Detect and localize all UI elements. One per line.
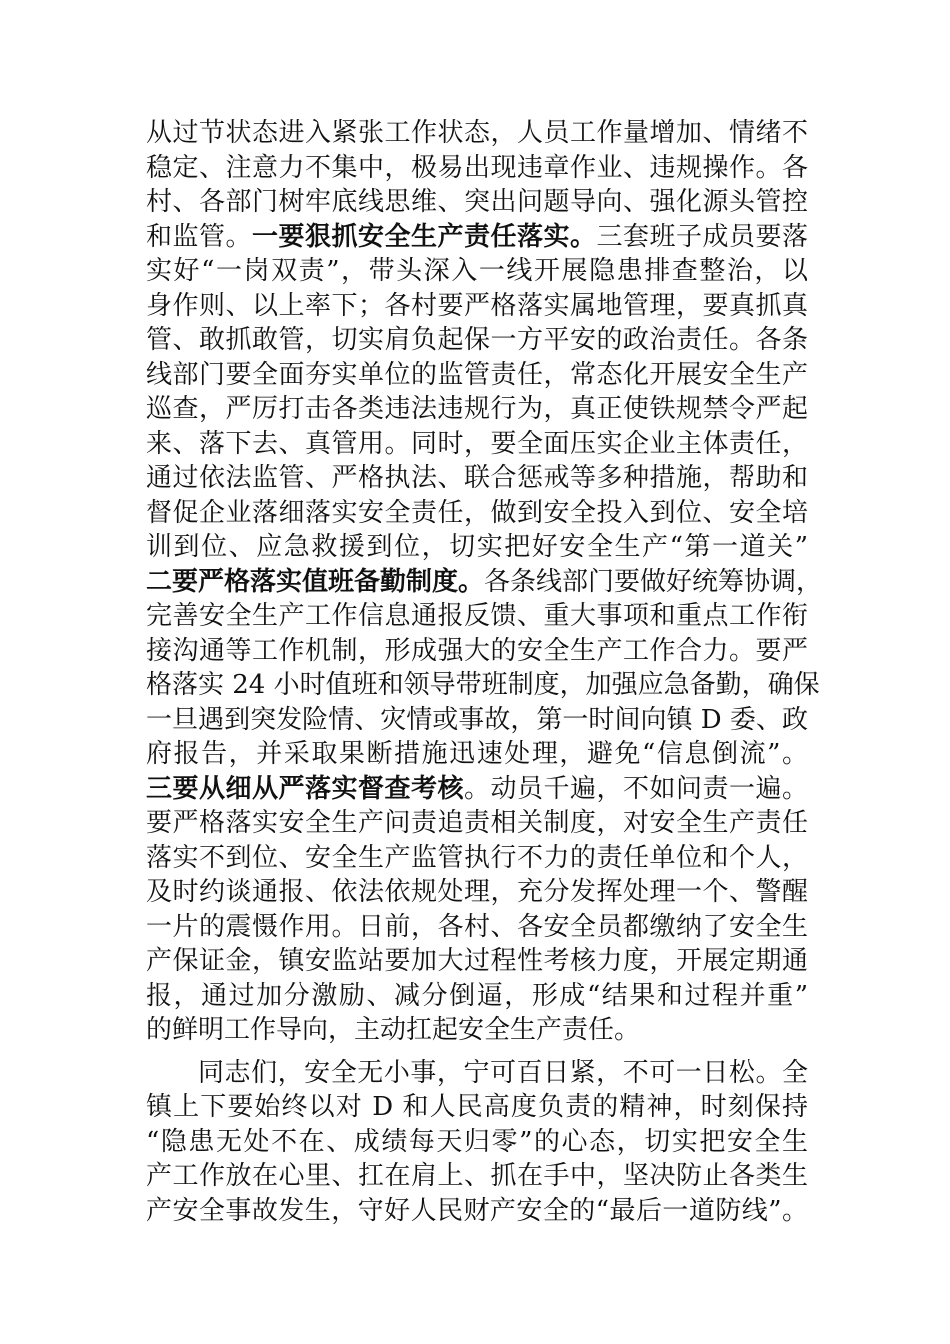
body-text: 格落实 24 小时值班和领导带班制度，加强应急备勤，确保 [146, 670, 820, 700]
text-line [146, 599, 808, 634]
text-line [146, 841, 808, 876]
body-text: 报，通过加分激励、减分倒逼，形成“结果和过程并重” [146, 980, 808, 1011]
body-text: 产工作放在心里、扛在肩上、抓在手中，坚决防止各类生 [146, 1161, 808, 1191]
text-line [146, 1194, 808, 1229]
body-text: 同志们，安全无小事，宁可百日紧，不可一日松。全 [198, 1057, 808, 1088]
bold-heading-text: 二要严格落实值班备勤制度。 [146, 566, 485, 597]
text-line [146, 1056, 808, 1091]
body-text: 实好“一岗双责”，带头深入一线开展隐患排查整治，以 [146, 256, 808, 286]
document-body [146, 116, 823, 1228]
body-text: 来、落下去、真管用。同时，要全面压实企业主体责任， [146, 428, 808, 459]
text-line [146, 530, 808, 565]
text-line [146, 772, 808, 807]
text-line [146, 461, 808, 496]
text-line [146, 979, 808, 1014]
text-line [146, 1090, 808, 1125]
body-text: 管、敢抓敢管，切实肩负起保一方平安的政治责任。各条 [146, 325, 808, 355]
text-line [146, 875, 808, 910]
paragraph-gap [146, 1048, 808, 1056]
body-text: 线部门要全面夯实单位的监管责任，常态化开展安全生产 [146, 359, 808, 390]
body-text: 稳定、注意力不集中，极易出现违章作业、违规操作。各 [146, 152, 808, 183]
body-text: 三套班子成员要落 [596, 221, 808, 252]
text-line [146, 220, 808, 255]
body-text: 镇上下要始终以对 D 和人民高度负责的精神，时刻保持 [146, 1092, 808, 1122]
text-line [146, 1159, 808, 1194]
text-line [146, 254, 808, 289]
text-line [146, 151, 808, 186]
body-text: 通过依法监管、严格执法、联合惩戒等多种措施，帮助和 [146, 463, 808, 493]
body-text: 完善安全生产工作信息通报反馈、重大事项和重点工作衔 [146, 601, 808, 631]
text-line [146, 358, 808, 393]
text-line [146, 668, 820, 703]
text-line [146, 806, 808, 841]
text-line [146, 944, 808, 979]
body-text: 村、各部门树牢底线思维、突出问题导向、强化源头管控 [146, 187, 808, 217]
body-text: 接沟通等工作机制，形成强大的安全生产工作合力。要严 [146, 635, 808, 666]
text-line [146, 496, 808, 531]
body-text: 。动员千遍，不如问责一遍。 [464, 773, 808, 804]
body-text: 巡查，严厉打击各类违法违规行为，真正使铁规禁令严起 [146, 394, 808, 424]
text-line [146, 1125, 808, 1160]
body-text: 落实不到位、安全生产监管执行不力的责任单位和个人， [146, 842, 808, 873]
body-text: 身作则、以上率下；各村要严格落实属地管理，要真抓真 [146, 290, 808, 321]
body-text: 府报告，并采取果断措施迅速处理，避免“信息倒流”。 [146, 739, 808, 769]
text-line [146, 185, 808, 220]
body-text: 一旦遇到突发险情、灾情或事故，第一时间向镇 D 委、政 [146, 704, 808, 735]
text-line [146, 289, 808, 324]
bold-heading-text: 三要从细从严落实督查考核 [146, 773, 464, 804]
text-line [146, 392, 808, 427]
body-text: 要严格落实安全生产问责追责相关制度，对安全生产责任 [146, 808, 808, 838]
body-text: 和监管。 [146, 221, 252, 252]
body-text: 一片的震慑作用。日前，各村、各安全员都缴纳了安全生 [146, 911, 808, 942]
text-line [146, 565, 823, 600]
body-text: 产安全事故发生，守好人民财产安全的“最后一道防线”。 [146, 1195, 808, 1226]
body-text: 的鲜明工作导向，主动扛起安全生产责任。 [146, 1015, 641, 1045]
body-text: 训到位、应急救援到位，切实把好安全生产“第一道关” [146, 532, 808, 562]
text-line [146, 427, 808, 462]
text-line [146, 910, 808, 945]
text-line [146, 634, 808, 669]
text-line [146, 737, 808, 772]
body-text: 督促企业落细落实安全责任，做到安全投入到位、安全培 [146, 497, 808, 528]
body-text: 及时约谈通报、依法依规处理，充分发挥处理一个、警醒 [146, 877, 808, 907]
body-text: 产保证金，镇安监站要加大过程性考核力度，开展定期通 [146, 946, 808, 976]
bold-heading-text: 一要狠抓安全生产责任落实。 [252, 221, 597, 252]
text-line [146, 116, 808, 151]
body-text: 各条线部门要做好统筹协调， [484, 566, 823, 597]
text-line [146, 1013, 808, 1048]
text-line [146, 703, 808, 738]
body-text: 从过节状态进入紧张工作状态，人员工作量增加、情绪不 [146, 118, 808, 148]
text-line [146, 323, 808, 358]
body-text: “隐患无处不在、成绩每天归零”的心态，切实把安全生 [146, 1126, 808, 1157]
